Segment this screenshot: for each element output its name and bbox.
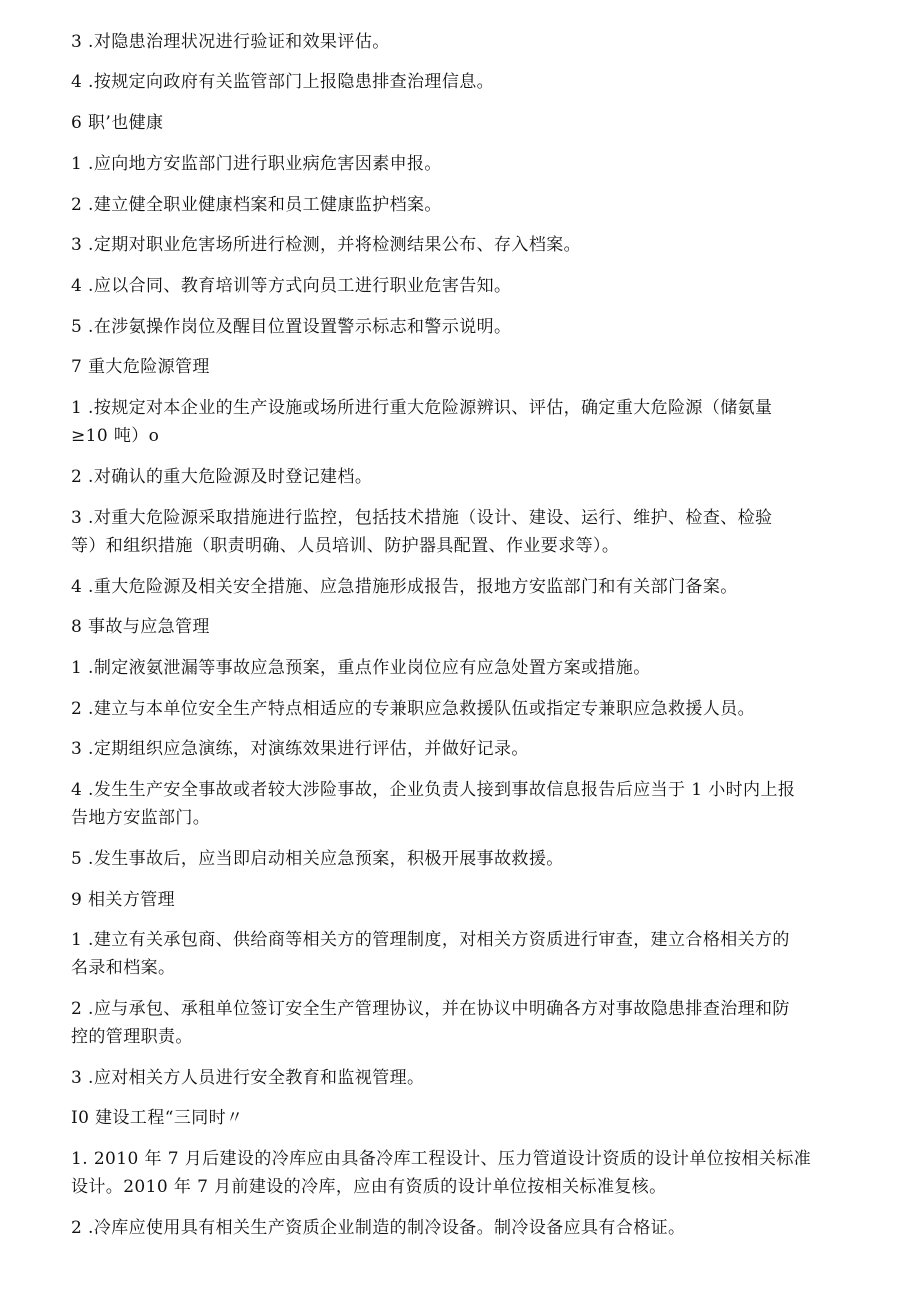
section-heading: 7 重大危险源管理 bbox=[71, 357, 210, 377]
list-item-cont: 等）和组织措施（职责明确、人员培训、防护器具配置、作业要求等）。 bbox=[71, 536, 620, 556]
list-item: 5 .发生事故后，应当即启动相关应急预案，积极开展事故救援。 bbox=[71, 849, 564, 869]
list-item: 5 .在涉氨操作岗位及醒目位置设置警示标志和警示说明。 bbox=[71, 317, 512, 337]
list-item: 3 .对重大危险源采取措施进行监控，包括技术措施（设计、建设、运行、维护、检查、检验 bbox=[71, 508, 773, 528]
list-item: 2 .对确认的重大危险源及时登记建档。 bbox=[71, 467, 373, 487]
list-item: 1 .建立有关承包商、供给商等相关方的管理制度，对相关方资质进行审查，建立合格相关方的 bbox=[71, 930, 790, 950]
list-item: 4 .按规定向政府有关监管部门上报隐患排查治理信息。 bbox=[71, 72, 495, 92]
list-item: 2 .冷库应使用具有相关生产资质企业制造的制冷设备。制冷设备应具有合格证。 bbox=[71, 1218, 686, 1238]
list-item: 4 .发生生产安全事故或者较大涉险事故，企业负责人接到事故信息报告后应当于 1 小时内上报 bbox=[71, 780, 796, 800]
list-item-cont: ≥10 吨）o bbox=[71, 426, 160, 446]
list-item: 3 .定期组织应急演练，对演练效果进行评估，并做好记录。 bbox=[71, 739, 529, 759]
list-item: 1 .按规定对本企业的生产设施或场所进行重大危险源辨识、评估，确定重大危险源（储氨量 bbox=[71, 398, 773, 418]
list-item: 3 .应对相关方人员进行安全教育和监视管理。 bbox=[71, 1068, 425, 1088]
section-heading: 8 事故与应急管理 bbox=[71, 617, 210, 637]
section-heading: 6 职’也健康 bbox=[71, 113, 164, 133]
list-item-cont: 控的管理职责。 bbox=[71, 1027, 193, 1047]
list-item: 3 .对隐患治理状况进行验证和效果评估。 bbox=[71, 32, 390, 52]
list-item-cont: 设计。2010 年 7 月前建设的冷库，应由有资质的设计单位按相关标准复核。 bbox=[71, 1177, 667, 1197]
list-item: 1 .制定液氨泄漏等事故应急预案，重点作业岗位应有应急处置方案或措施。 bbox=[71, 658, 651, 678]
list-item: 2 .建立与本单位安全生产特点相适应的专兼职应急救援队伍或指定专兼职应急救援人员。 bbox=[71, 699, 756, 719]
list-item: 4 .重大危险源及相关安全措施、应急措施形成报告，报地方安监部门和有关部门备案。 bbox=[71, 577, 738, 597]
list-item: 4 .应以合同、教育培训等方式向员工进行职业危害告知。 bbox=[71, 276, 512, 296]
list-item: 2 .应与承包、承租单位签订安全生产管理协议，并在协议中明确各方对事故隐患排查治理和防 bbox=[71, 999, 790, 1019]
list-item: 3 .定期对职业危害场所进行检测，并将检测结果公布、存入档案。 bbox=[71, 235, 582, 255]
list-item: 1 .应向地方安监部门进行职业病危害因素申报。 bbox=[71, 154, 442, 174]
list-item: 2 .建立健全职业健康档案和员工健康监护档案。 bbox=[71, 195, 442, 215]
section-heading: 9 相关方管理 bbox=[71, 890, 176, 910]
list-item-cont: 告地方安监部门。 bbox=[71, 808, 211, 828]
list-item-cont: 名录和档案。 bbox=[71, 958, 176, 978]
section-heading: I0 建设工程“三同时〃 bbox=[71, 1108, 244, 1128]
list-item: 1. 2010 年 7 月后建设的冷库应由具备冷库工程设计、压力管道设计资质的设计单位按相关标准 bbox=[71, 1149, 812, 1169]
